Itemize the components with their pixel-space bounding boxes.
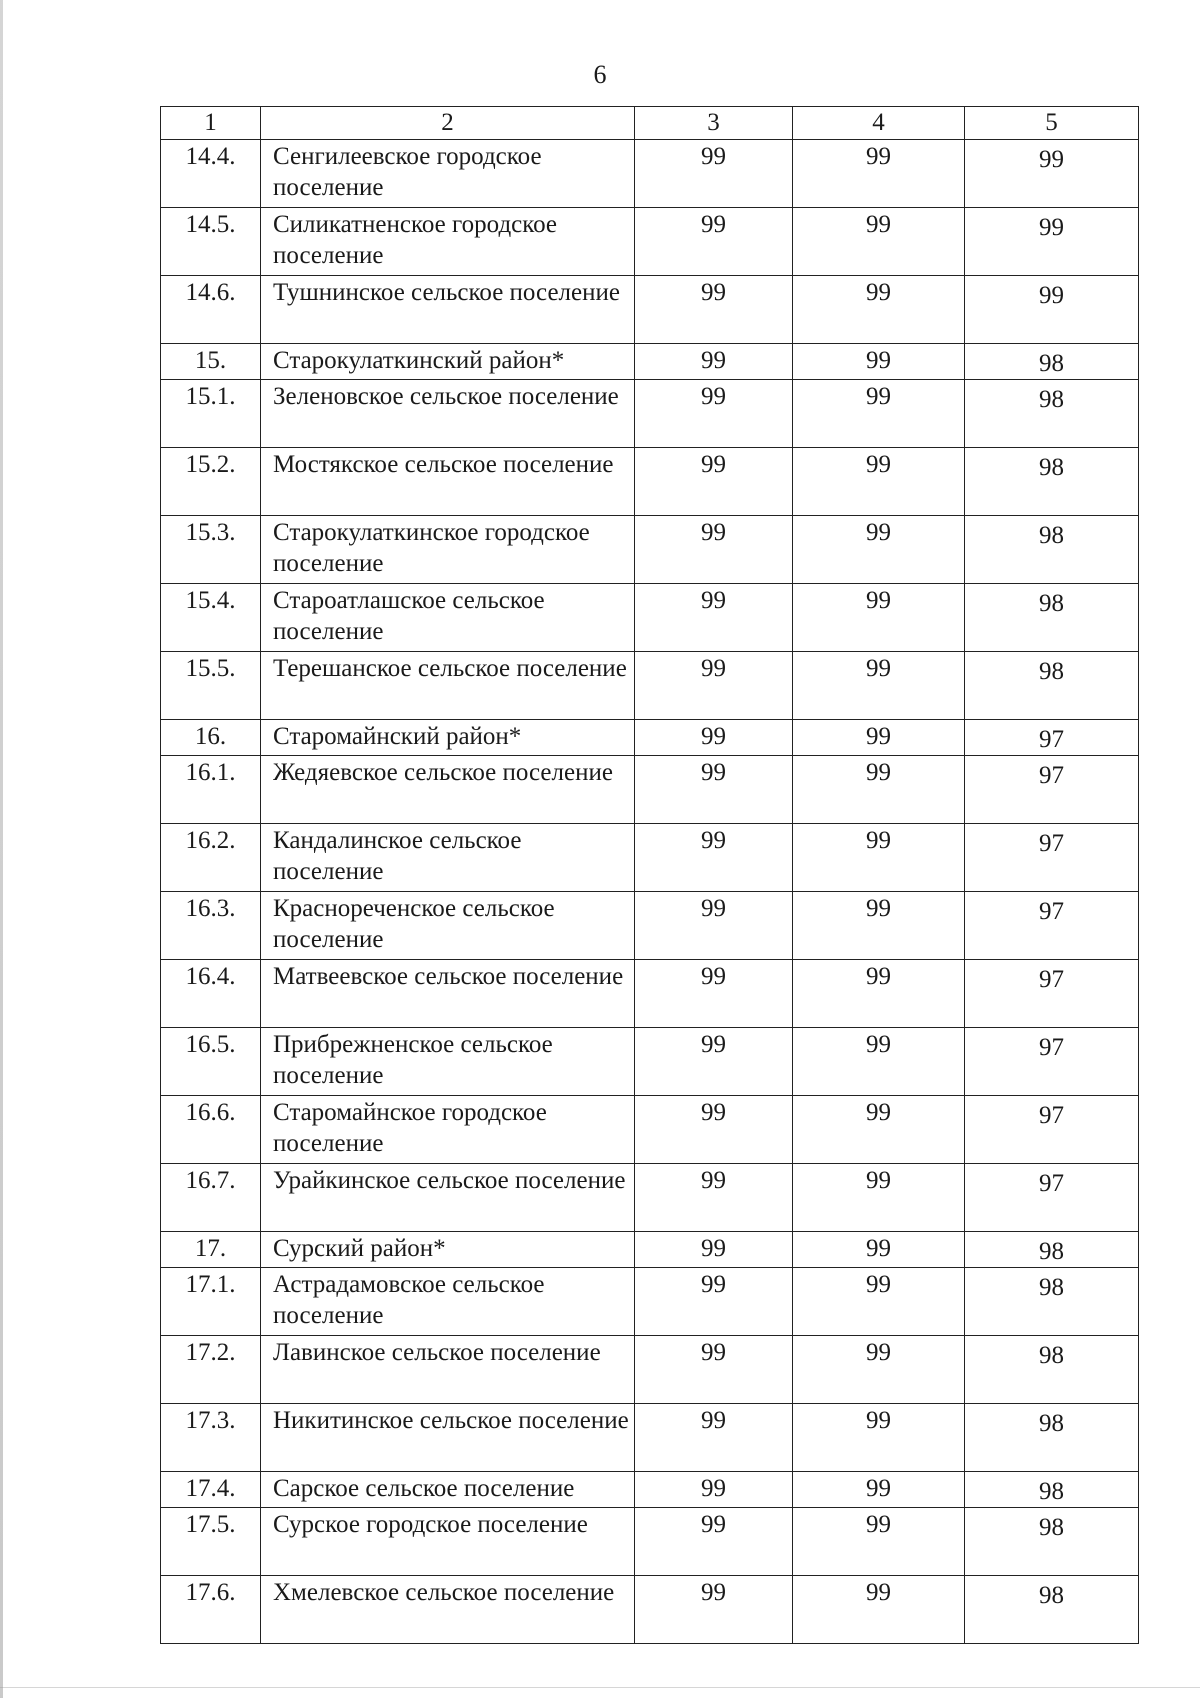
row-number: 14.6. <box>161 276 261 344</box>
table-row <box>161 1404 1139 1472</box>
table-row <box>161 208 1139 276</box>
header-col-3: 3 <box>635 107 793 140</box>
value-col-4: 99 <box>793 756 965 824</box>
table-row <box>161 276 1139 344</box>
row-number: 17.4. <box>161 1472 261 1508</box>
row-name: Зеленовское сельское поселение <box>261 380 635 448</box>
page-bottom-edge <box>0 1687 1200 1688</box>
value-col-4: 99 <box>793 516 965 584</box>
page-number: 6 <box>593 60 607 89</box>
value-col-4: 99 <box>793 1096 965 1164</box>
value-col-4: 99 <box>793 344 965 380</box>
value-col-4: 99 <box>793 276 965 344</box>
table-row <box>161 584 1139 652</box>
value-col-5: 98 <box>965 1508 1139 1576</box>
value-col-4: 99 <box>793 1268 965 1336</box>
value-col-4: 99 <box>793 960 965 1028</box>
row-number: 17.1. <box>161 1268 261 1336</box>
row-name: Старомайнское городское поселение <box>261 1096 635 1164</box>
value-col-5: 99 <box>965 276 1139 344</box>
value-col-4: 99 <box>793 1232 965 1268</box>
value-col-5: 98 <box>965 1576 1139 1644</box>
table-row <box>161 1576 1139 1644</box>
value-col-5: 97 <box>965 720 1139 756</box>
value-col-4: 99 <box>793 824 965 892</box>
value-col-3: 99 <box>635 1336 793 1404</box>
row-number: 17. <box>161 1232 261 1268</box>
row-name: Урайкинское сельское поселение <box>261 1164 635 1232</box>
value-col-5: 98 <box>965 344 1139 380</box>
value-col-3: 99 <box>635 1404 793 1472</box>
value-col-3: 99 <box>635 208 793 276</box>
value-col-3: 99 <box>635 1232 793 1268</box>
row-name: Силикатненское городское поселение <box>261 208 635 276</box>
row-number: 15.5. <box>161 652 261 720</box>
table-row <box>161 824 1139 892</box>
value-col-5: 99 <box>965 208 1139 276</box>
value-col-5: 98 <box>965 1232 1139 1268</box>
table-row <box>161 1508 1139 1576</box>
row-number: 16.2. <box>161 824 261 892</box>
value-col-5: 98 <box>965 516 1139 584</box>
value-col-5: 97 <box>965 892 1139 960</box>
value-col-5: 98 <box>965 1268 1139 1336</box>
table-row <box>161 720 1139 756</box>
value-col-5: 98 <box>965 652 1139 720</box>
value-col-4: 99 <box>793 1576 965 1644</box>
value-col-3: 99 <box>635 380 793 448</box>
row-number: 14.4. <box>161 140 261 208</box>
value-col-5: 98 <box>965 380 1139 448</box>
table-row <box>161 448 1139 516</box>
table-body <box>161 140 1139 1644</box>
value-col-4: 99 <box>793 652 965 720</box>
row-number: 17.6. <box>161 1576 261 1644</box>
header-col-1: 1 <box>161 107 261 140</box>
row-number: 15. <box>161 344 261 380</box>
table-row <box>161 652 1139 720</box>
value-col-4: 99 <box>793 140 965 208</box>
row-name: Прибрежненское сельское поселение <box>261 1028 635 1096</box>
value-col-3: 99 <box>635 1472 793 1508</box>
value-col-3: 99 <box>635 516 793 584</box>
table-row <box>161 1336 1139 1404</box>
row-number: 16.4. <box>161 960 261 1028</box>
value-col-4: 99 <box>793 584 965 652</box>
row-number: 15.4. <box>161 584 261 652</box>
table-row <box>161 1268 1139 1336</box>
value-col-4: 99 <box>793 1028 965 1096</box>
row-name: Старомайнский район* <box>261 720 635 756</box>
row-name: Староатлашское сельское поселение <box>261 584 635 652</box>
value-col-3: 99 <box>635 756 793 824</box>
value-col-3: 99 <box>635 960 793 1028</box>
row-name: Старокулаткинское городское поселение <box>261 516 635 584</box>
row-number: 16.6. <box>161 1096 261 1164</box>
value-col-3: 99 <box>635 1576 793 1644</box>
value-col-3: 99 <box>635 1508 793 1576</box>
value-col-5: 97 <box>965 824 1139 892</box>
value-col-5: 97 <box>965 1164 1139 1232</box>
header-col-5: 5 <box>965 107 1139 140</box>
table-row <box>161 1232 1139 1268</box>
row-name: Сурское городское поселение <box>261 1508 635 1576</box>
header-col-2: 2 <box>261 107 635 140</box>
table-row <box>161 892 1139 960</box>
row-name: Лавинское сельское поселение <box>261 1336 635 1404</box>
value-col-3: 99 <box>635 448 793 516</box>
row-name: Жедяевское сельское поселение <box>261 756 635 824</box>
value-col-5: 98 <box>965 1404 1139 1472</box>
row-number: 16.7. <box>161 1164 261 1232</box>
row-number: 16. <box>161 720 261 756</box>
value-col-3: 99 <box>635 1164 793 1232</box>
value-col-3: 99 <box>635 584 793 652</box>
value-col-3: 99 <box>635 652 793 720</box>
row-number: 16.3. <box>161 892 261 960</box>
value-col-3: 99 <box>635 892 793 960</box>
value-col-5: 97 <box>965 756 1139 824</box>
value-col-5: 98 <box>965 1336 1139 1404</box>
value-col-4: 99 <box>793 1472 965 1508</box>
page-edge-shadow <box>0 0 3 1698</box>
value-col-3: 99 <box>635 1096 793 1164</box>
value-col-5: 98 <box>965 1472 1139 1508</box>
value-col-3: 99 <box>635 344 793 380</box>
row-number: 17.5. <box>161 1508 261 1576</box>
value-col-4: 99 <box>793 720 965 756</box>
row-name: Сенгилеевское городское поселение <box>261 140 635 208</box>
table-row <box>161 344 1139 380</box>
table-row <box>161 380 1139 448</box>
value-col-4: 99 <box>793 1336 965 1404</box>
value-col-4: 99 <box>793 892 965 960</box>
value-col-4: 99 <box>793 448 965 516</box>
value-col-4: 99 <box>793 380 965 448</box>
row-name: Мостякское сельское поселение <box>261 448 635 516</box>
row-number: 17.3. <box>161 1404 261 1472</box>
value-col-3: 99 <box>635 824 793 892</box>
row-number: 17.2. <box>161 1336 261 1404</box>
value-col-4: 99 <box>793 1508 965 1576</box>
value-col-5: 97 <box>965 1028 1139 1096</box>
value-col-3: 99 <box>635 720 793 756</box>
row-name: Терешанское сельское поселение <box>261 652 635 720</box>
value-col-5: 98 <box>965 584 1139 652</box>
value-col-5: 97 <box>965 1096 1139 1164</box>
value-col-5: 99 <box>965 140 1139 208</box>
table-row <box>161 1164 1139 1232</box>
value-col-4: 99 <box>793 1404 965 1472</box>
row-number: 16.5. <box>161 1028 261 1096</box>
table-row <box>161 516 1139 584</box>
row-number: 15.1. <box>161 380 261 448</box>
table-row <box>161 1472 1139 1508</box>
value-col-4: 99 <box>793 208 965 276</box>
row-name: Тушнинское сельское поселение <box>261 276 635 344</box>
row-name: Краснореченское сельское поселение <box>261 892 635 960</box>
row-number: 15.2. <box>161 448 261 516</box>
row-name: Матвеевское сельское поселение <box>261 960 635 1028</box>
row-name: Никитинское сельское поселение <box>261 1404 635 1472</box>
table-row <box>161 1096 1139 1164</box>
table-row <box>161 1028 1139 1096</box>
header-col-4: 4 <box>793 107 965 140</box>
row-name: Сурский район* <box>261 1232 635 1268</box>
row-name: Старокулаткинский район* <box>261 344 635 380</box>
table-row <box>161 140 1139 208</box>
row-number: 16.1. <box>161 756 261 824</box>
table-row <box>161 756 1139 824</box>
row-name: Астрадамовское сельское поселение <box>261 1268 635 1336</box>
table-header-row <box>161 107 1139 140</box>
row-name: Сарское сельское поселение <box>261 1472 635 1508</box>
value-col-4: 99 <box>793 1164 965 1232</box>
value-col-3: 99 <box>635 1268 793 1336</box>
row-number: 14.5. <box>161 208 261 276</box>
row-name: Кандалинское сельское поселение <box>261 824 635 892</box>
value-col-3: 99 <box>635 1028 793 1096</box>
value-col-5: 98 <box>965 448 1139 516</box>
value-col-3: 99 <box>635 276 793 344</box>
value-col-5: 97 <box>965 960 1139 1028</box>
table-row <box>161 960 1139 1028</box>
row-number: 15.3. <box>161 516 261 584</box>
row-name: Хмелевское сельское поселение <box>261 1576 635 1644</box>
statistics-table <box>160 106 1139 1644</box>
value-col-3: 99 <box>635 140 793 208</box>
